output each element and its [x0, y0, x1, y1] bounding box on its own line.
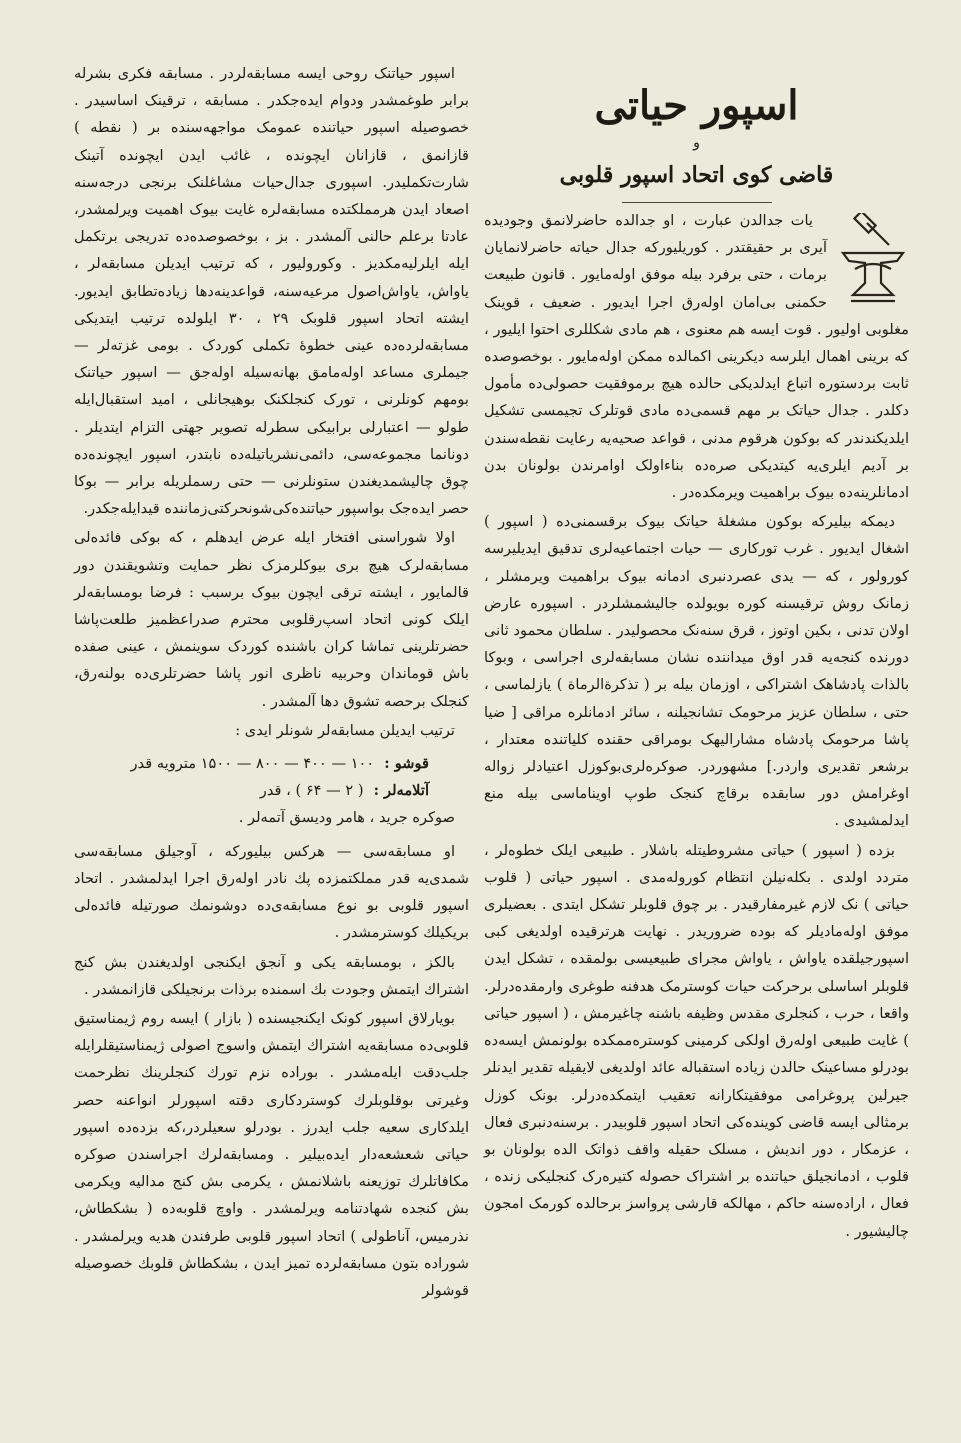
left-paragraph-6: بویارلاق اسپور کونک ایکنجیسنده ( بازار ) ایسه روم ژیمناستیق قلوبی‌ده مسابقه‌یه اشتراك ایتمش واسوج اصولی ژیمناستیقلرایله جلب‌دقت ایله‌مشدر . بوراده نزم تورك کنجلرینك نظرحمت وغیرتی بوقلوبلرك کوستردکاری دقته اسپورلر انواعنه حصر ایلدکاری سعیه جلب ایدرز . بودرلو سعیلردر،که بزده‌ده اسپور حیاتی شعشعه‌دار ایده‌بیلیر . ومسابقه‌لرك اجراسندن صوکره مکافاتلرك توزیعنه باشلانمش ، یکرمی بش کنج مدالیه ویکرمی بش کنجده شهادتنامه ویرلمشدر . واوچ قلوبه‌ده ( بشکطاش، نذرمیس، آناطولی ) اتحاد اسپور قلوبی طرفندن هدیه ویرلمشدر . شوراده بتون مسابقه‌لرده تمیز ایدن ، بشکطاش قلوبك خصوصیله قوشولر [74, 1009, 469, 1299]
right-paragraph-2: دیمکه بیلیرکه بوکون مشغلهٔ حیاتک بیوک برقسمنی‌ده ( اسپور ) اشغال ایدیور . غرب تورکاری — حیات اجتماعیه‌لری تدقیق ایدیلیرسه کورولور ، که — یدی عصردنبری ادمانه بیوک براهمیت ویرمشلر ، زمانک روش ترقیسنه کوره بویولده جالیشمشلردر . اسپوره عارض اولان تدنی ، بکین اوتوز ، قرق سنه‌نک محصولیدر . سلطان محمود ثانی دورنده کنجه‌یه قدر اوق میداننده نشان مسابقه‌لری اجراسی ، وبوکا بالذات پادشاهک اشتراکی ، اوزمان بیله بر ( تذکرةالرماة ) یازلماسی ، حتی ، سلطان عزیز مرحومک تشانجیلنه ، سائر ادمانلره مراقی [ ضیا پاشا مرحومک پادشاه مشارالیهک بومراقی حقنده کلیاتنده معتدار ، برشعر تقدیری واردر.] مشهوردر. صوکره‌لری‌بوکوزل اعتیادلر زواله اوغرامش دور سابقده برقاچ کنجک طوپ اویناماسی بیله منع ایدلمشیدی . [484, 513, 909, 830]
right-paragraph-3: بزده ( اسپور ) حیاتی مشروطیتله باشلار . طبیعی ایلک خطوه‌لر ، متردد اولدی . بکله‌نیلن انتظام کوروله‌مدی . اسپور حیاتی ( قلوب حیاتی ) نک لازم غیرمفارقیدر . بر چوق قلوبلر تشکل ایتدی . بعضیلری موفق اوله‌مادیلر که بوده ضروریدر . نهایت هرترقیده اولدیغی کبی اسپورجیلقده یاواش ، یاواش مجرای طبیعیسی بولمقده ، تشکل ایدن قلوبلر اساسلی برحرکت حیات کوسترمک هدفنه طوغری وارمقده‌درلر. واقعا ، حرب ، کنجلری مقدس وظیفه باشنه چاغیرمش ، ( اسپور حیاتی ) غایت طبیعی اوله‌رق اولکی کرمینی کوستره‌ممکده بولونمش ایسه‌ده بودرلو مساعینک حالدن زیاده استقباله عائد اولدیغی لایقیله تقدیر ایدنلر جیرلین پروغرامی موفقیتکارانه تعقیب ایتمکده‌درلر. بونک کوزل برمثالی ایسه قاضی کوینده‌کی اتحاد اسپور قلوبیدر . برسنه‌دنبری فعال ، عزمکار ، دور اندیش ، مسلک حقیله واقف ذواتک الده بولونان بو قلوب ، ادمانجیلق حیاتنده بر اشتراک حصوله کتیره‌رک کنجلیکی زنده ، فعال ، اراده‌سنه حاکم ، مهالکه قارشی پرواسز برحالده کورمک امجون چالیشیور . [484, 841, 909, 1240]
schedule-row [74, 777, 469, 804]
schedule-value: ۱۰۰ — ۴۰۰ — ۸۰۰ — ۱۵۰۰ مترویه قدر [130, 755, 375, 773]
schedule-tail: صوکره جرید ، هامر ودیسق آتمه‌لر . [238, 809, 455, 827]
masthead-title: اسپور حیاتی [594, 82, 799, 129]
masthead [484, 78, 909, 203]
right-paragraph-1: یات جدالدن عبارت ، او جدالده حاضرلانمق وجودیده آیری بر حقیقتدر . کوریلیورکه جدال حیاته حاضرلانمایان برمات ، حتی برفرد بیله موفق اوله‌مایور . قانون طبیعت حکمنی بی‌امان اوله‌رق اجرا ایدیور . ضعیف ، قوینک مغلوبی اولیور . قوت ایسه هم معنوی ، هم مادی شکللری احتوا ایلیور ، که برینی اهمال ایلرسه دیکرینی اکمالده ممکن اوله‌مایور . بوخصوصده ثابت بردستوره اتباع ایدلدیکی حالده هیچ برموفقیت حصولی‌ده مأمول دکلدر . جدال حیاتک بر مهم قسمی‌ده مادی قوتلرک تجیمسی تشکیل ایلدیکندندر که بوکون هرقوم مدنی ، قواعد صحیه‌یه رعایت نقطه‌سندن بر آدیم ایلری‌یه کیتدیکی صره‌ده بناءاولک اوامرندن بولونان بدن ادمانلرینه‌ده بیوک براهمیت ویرمکده‌در . [484, 212, 909, 502]
schedule-value: ( ۲ — ۶۴ ) ، قدر [259, 782, 364, 800]
right-column [484, 60, 909, 1247]
masthead-conjunction: و [693, 135, 700, 151]
left-paragraph-2: اولا شوراسنی افتخار ایله عرض ایدهلم ، که بوکی فائده‌لی مسابقه‌لرک هیچ بری بیوکلرمزک نظر حمایت وتشویقندن دور قالمایور ، ایشته ترقی ایچون بیوک برسبب : فرضا بومسابقه‌لر ایلک کونی اتحاد اسپ‌رقلوبی محترم صدراعظمیز طلعت‌پاشا حضرتلرینی تماشا کران باشنده کوردک سوینمش ، عینی صفده باش قوماندان وحربیه ناظری انور پاشا حضرتلری‌ده بولنه‌رق، کنجلک برحصه تشوق دها آلمشدر . [74, 529, 469, 710]
competition-schedule [74, 750, 469, 832]
schedule-key: آتلامه‌لر : [373, 782, 429, 800]
lead-block [484, 207, 909, 506]
left-paragraph-5: بالکز ، بومسابقه یکی و آنجق ایکنجی اولدیغندن بش کنج اشتراك ایتمش وجودت بك اسمنده برذات برنجیلکی قازانمشدر . [74, 953, 469, 998]
masthead-subtitle: قاضی کوی اتحاد اسپور قلوبی [559, 162, 834, 188]
left-column [74, 60, 469, 1306]
left-paragraph-3: ترتیب ایدیلن مسابقه‌لر شونلر ایدی : [235, 721, 455, 739]
schedule-key: قوشو : [384, 755, 429, 773]
schedule-row [74, 750, 469, 777]
masthead-rule [622, 202, 772, 203]
left-paragraph-4: او مسابقه‌سی — هرکس بیلیورکه ، آوجیلق مسابقه‌سی شمدی‌یه قدر مملکتمزده پك نادر اوله‌رق اجرا ایدلمشدر . اتحاد اسپور قلوبی بو نوع مسابقه‌ی‌ده دوشونمك صورتیله فائده‌لی بریکیلك کوسترمشدر . [74, 842, 469, 942]
hammer-anvil-icon [837, 213, 909, 313]
left-paragraph-1: اسپور حیاتنک روحی ایسه مسابقه‌لردر . مسابقه فکری بشرله برابر طوغمشدر ودوام ایده‌جکدر . مسابقه ، ترقینک اساسیدر . خصوصیله اسپور حیاتنده عمومک مواجهه‌سنده بر ( نقطه ) قازانمق ، قازانان ایچونده ، غائب ایدن ایچونده آتینک شارت‌تکملیدر. اسپوری جدال‌حیات مشاغلنک برنجی درجه‌سنه اصعاد ایدن هرمملکتده مسابقه‌لره غایت بیوک اهمیت ویرلمشدر، عادتا برعلم حالنی آلمشدر . بز ، بوخصوصده‌ده تدریجی برتکمل ایله ایلرلیه‌مکدیز . وکورولیور ، که ترتیب ایدیلن مسابقه‌لر ، یاواش، یاواش‌اصول مرعیه‌سنه، قواعدینه‌دها زیاده‌تطابق ایدیور. ایشته اتحاد اسپور قلوبک ۲۹ ، ۳۰ ایلولده ترتیب ایتدیکی مسابقه‌لرده‌ده عینی خطوهٔ تکملی کوردک . بومی غزته‌لر — جیملری مساعد اوله‌مامق بهانه‌سیله اوله‌جق — اسپور حیاتنک بومهم کونلرنی ، تورک کنجلکنک بوهیجانلی ، امید استقبال‌ایله طولو — اعتبارلی برابیکی سطرله تصویر جهتی التزام ایتدیلر . دونانما مجموعه‌سی، دائمی‌نشریاتیله‌ده نابتدر، اسپور ایچونده‌ده چوق چالیشمدیغندن ستونلرنی — حتی رسملریله برابر — بوکا حصر ایده‌جک بواسپور حیاتنده‌کی‌شونحرکتی‌زماننده قیدایله‌جکدر. [74, 65, 469, 518]
